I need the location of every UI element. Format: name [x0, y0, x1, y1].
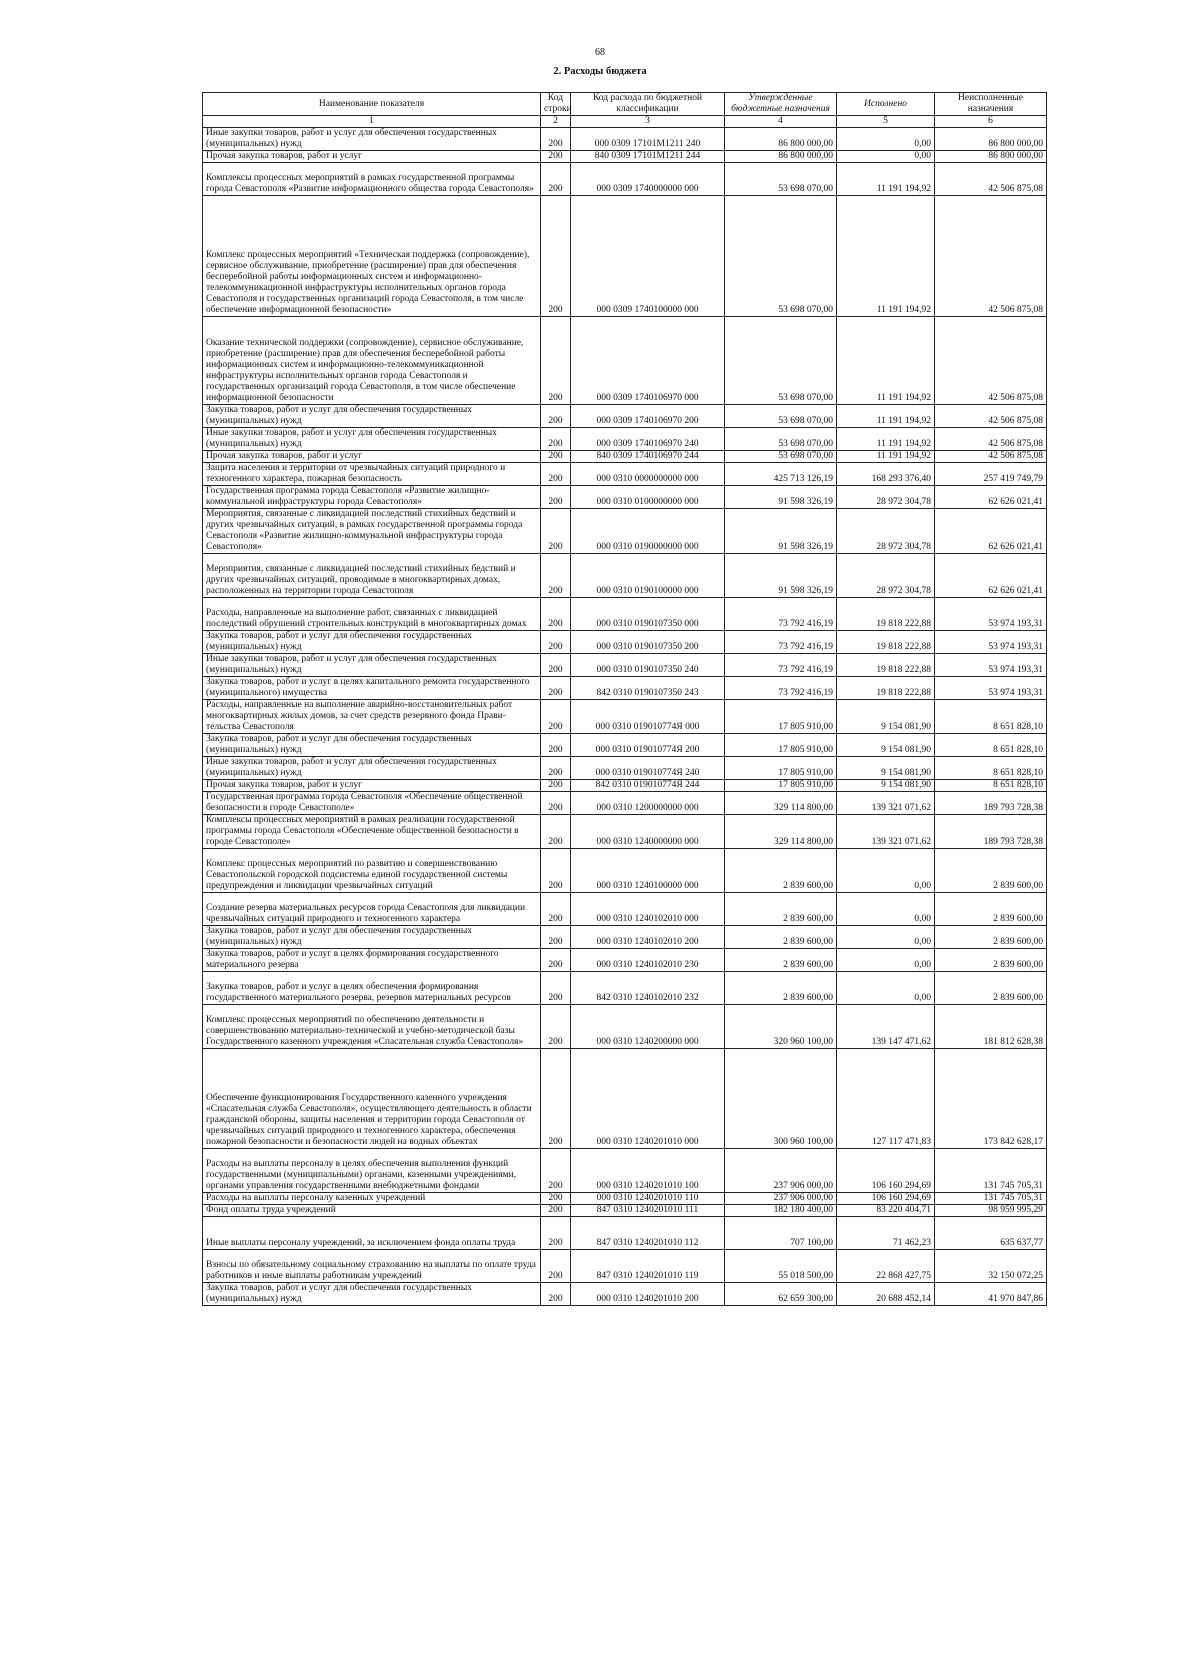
table-row [203, 631, 1047, 654]
row-classification-code: 840 0309 1740106970 244 [571, 451, 725, 463]
row-approved: 300 960 100,00 [725, 1049, 837, 1149]
row-name: Иные закупки товаров, работ и услуг для обеспечения государственных (муниципальных) нужд [203, 757, 541, 780]
row-classification-code: 842 0310 1240102010 232 [571, 972, 725, 1005]
row-name: Иные выплаты персоналу учреждений, за исключением фонда оплаты труда [203, 1217, 541, 1250]
column-header-executed: Исполнено [837, 93, 935, 116]
row-executed: 11 191 194,92 [837, 451, 935, 463]
row-unexecuted: 8 651 828,10 [935, 700, 1047, 734]
row-line-code: 200 [541, 780, 571, 792]
row-unexecuted: 2 839 600,00 [935, 926, 1047, 949]
row-line-code: 200 [541, 196, 571, 317]
row-classification-code: 000 0310 1240201010 110 [571, 1193, 725, 1205]
row-unexecuted: 86 800 000,00 [935, 128, 1047, 151]
row-classification-code: 840 0309 17101M1211 244 [571, 151, 725, 163]
row-name: Комплекс процессных мероприятий по обеспечению деятельности и совершенствованию материально-технической и учебно-методической базы Государственного казенного учреждения «Спасательная служба Севастополя» [203, 1005, 541, 1049]
table-row [203, 509, 1047, 554]
row-executed: 19 818 222,88 [837, 598, 935, 631]
row-line-code: 200 [541, 893, 571, 926]
row-unexecuted: 41 970 847,86 [935, 1283, 1047, 1306]
row-executed: 0,00 [837, 926, 935, 949]
row-name: Обеспечение функционирования Государственного казенного учреждения «Спасательная служба Севастополя», осуществляющего деятельность в области гражданской обороны, защиты населения и территории города Севастополя от чрезвычайных ситуаций природного и техногенного характера, обеспечения пожарной безопасности и безопасности людей на водных объектах [203, 1049, 541, 1149]
table-row [203, 734, 1047, 757]
table-row [203, 780, 1047, 792]
table-row [203, 677, 1047, 700]
table-row [203, 1149, 1047, 1193]
column-number: 2 [541, 116, 571, 128]
row-name: Иные закупки товаров, работ и услуг для обеспечения государственных (муниципальных) нужд [203, 654, 541, 677]
row-name: Закупка товаров, работ и услуг в целях капитального ремонта государственного (муниципального) имущества [203, 677, 541, 700]
table-header-row [203, 93, 1047, 116]
row-unexecuted: 173 842 628,17 [935, 1049, 1047, 1149]
row-approved: 73 792 416,19 [725, 598, 837, 631]
row-line-code: 200 [541, 1250, 571, 1283]
row-name: Защита населения и территории от чрезвычайных ситуаций природного и техногенного характера, пожарная безопасность [203, 463, 541, 486]
row-approved: 2 839 600,00 [725, 972, 837, 1005]
row-executed: 0,00 [837, 972, 935, 1005]
row-classification-code: 000 0310 1200000000 000 [571, 792, 725, 815]
row-executed: 83 220 404,71 [837, 1205, 935, 1217]
row-line-code: 200 [541, 486, 571, 509]
row-line-code: 200 [541, 405, 571, 428]
row-approved: 53 698 070,00 [725, 196, 837, 317]
row-executed: 11 191 194,92 [837, 405, 935, 428]
row-executed: 11 191 194,92 [837, 196, 935, 317]
row-unexecuted: 189 793 728,38 [935, 792, 1047, 815]
row-unexecuted: 8 651 828,10 [935, 757, 1047, 780]
table-row [203, 949, 1047, 972]
table-row [203, 451, 1047, 463]
table-row [203, 849, 1047, 893]
page-title: 2. Расходы бюджета [553, 66, 647, 77]
row-line-code: 200 [541, 734, 571, 757]
row-approved: 55 018 500,00 [725, 1250, 837, 1283]
row-unexecuted: 62 626 021,41 [935, 554, 1047, 598]
row-line-code: 200 [541, 1283, 571, 1306]
row-name: Комплекс процессных мероприятий «Техническая поддержка (сопровождение), сервисное обслуживание, приобретение (расширение) прав для обеспечения бесперебойной работы информационных систем и информационно-телекоммуникационной инфраструктуры исполнительных органов города Севастополя и государственных организаций города Севастополя, в том числе обеспечение информационной безопасности» [203, 196, 541, 317]
row-unexecuted: 131 745 705,31 [935, 1149, 1047, 1193]
row-unexecuted: 2 839 600,00 [935, 849, 1047, 893]
table-row [203, 1049, 1047, 1149]
row-classification-code: 000 0310 1240201010 000 [571, 1049, 725, 1149]
row-approved: 91 598 326,19 [725, 486, 837, 509]
row-name: Оказание технической поддержки (сопровождение), сервисное обслуживание, приобретение (расширение) прав для обеспечения бесперебойной работы информационных систем и информационно-телекоммуникационной инфраструктуры исполнительных органов города Севастополя и государственных организаций города Севастополя, в том числе обеспечение информационной безопасности [203, 317, 541, 405]
row-name: Закупка товаров, работ и услуг для обеспечения государственных (муниципальных) нужд [203, 631, 541, 654]
row-name: Закупка товаров, работ и услуг для обеспечения государственных (муниципальных) нужд [203, 926, 541, 949]
row-classification-code: 000 0310 1240100000 000 [571, 849, 725, 893]
row-approved: 2 839 600,00 [725, 849, 837, 893]
row-executed: 28 972 304,78 [837, 486, 935, 509]
table-body [203, 128, 1047, 1306]
row-classification-code: 000 0309 1740000000 000 [571, 163, 725, 196]
row-classification-code: 847 0310 1240201010 111 [571, 1205, 725, 1217]
row-classification-code: 000 0309 1740106970 200 [571, 405, 725, 428]
row-approved: 17 805 910,00 [725, 734, 837, 757]
row-approved: 2 839 600,00 [725, 893, 837, 926]
row-executed: 0,00 [837, 949, 935, 972]
row-approved: 329 114 800,00 [725, 792, 837, 815]
column-number: 1 [203, 116, 541, 128]
row-executed: 20 688 452,14 [837, 1283, 935, 1306]
row-classification-code: 000 0310 019010774Я 240 [571, 757, 725, 780]
row-classification-code: 000 0310 0190000000 000 [571, 509, 725, 554]
row-classification-code: 000 0310 1240102010 200 [571, 926, 725, 949]
row-classification-code: 000 0310 019010774Я 000 [571, 700, 725, 734]
row-executed: 11 191 194,92 [837, 428, 935, 451]
row-unexecuted: 131 745 705,31 [935, 1193, 1047, 1205]
row-unexecuted: 181 812 628,38 [935, 1005, 1047, 1049]
table-row [203, 1193, 1047, 1205]
column-header-name: Наименование показателя [203, 93, 541, 116]
table-row [203, 654, 1047, 677]
table-row [203, 428, 1047, 451]
row-name: Фонд оплаты труда учреждений [203, 1205, 541, 1217]
row-executed: 139 147 471,62 [837, 1005, 935, 1049]
row-approved: 182 180 400,00 [725, 1205, 837, 1217]
row-unexecuted: 42 506 875,08 [935, 196, 1047, 317]
table-row [203, 1217, 1047, 1250]
row-approved: 91 598 326,19 [725, 554, 837, 598]
table-row [203, 317, 1047, 405]
row-line-code: 200 [541, 1205, 571, 1217]
row-unexecuted: 98 959 995,29 [935, 1205, 1047, 1217]
row-line-code: 200 [541, 128, 571, 151]
table-row [203, 757, 1047, 780]
row-line-code: 200 [541, 700, 571, 734]
row-classification-code: 000 0310 0000000000 000 [571, 463, 725, 486]
row-classification-code: 000 0310 1240000000 000 [571, 815, 725, 849]
row-executed: 28 972 304,78 [837, 509, 935, 554]
row-name: Закупка товаров, работ и услуг для обеспечения государственных (муниципальных) нужд [203, 405, 541, 428]
row-classification-code: 000 0310 1240201010 200 [571, 1283, 725, 1306]
row-line-code: 200 [541, 631, 571, 654]
table-row [203, 486, 1047, 509]
row-name: Закупка товаров, работ и услуг для обеспечения государственных (муниципальных) нужд [203, 1283, 541, 1306]
table-row [203, 972, 1047, 1005]
column-header-unexecuted: Неисполненные назначения [935, 93, 1047, 116]
row-line-code: 200 [541, 428, 571, 451]
row-unexecuted: 42 506 875,08 [935, 428, 1047, 451]
row-executed: 11 191 194,92 [837, 163, 935, 196]
row-line-code: 200 [541, 757, 571, 780]
row-classification-code: 000 0309 1740106970 000 [571, 317, 725, 405]
row-unexecuted: 8 651 828,10 [935, 734, 1047, 757]
row-approved: 237 906 000,00 [725, 1149, 837, 1193]
row-unexecuted: 53 974 193,31 [935, 631, 1047, 654]
row-executed: 9 154 081,90 [837, 780, 935, 792]
row-unexecuted: 62 626 021,41 [935, 509, 1047, 554]
row-line-code: 200 [541, 451, 571, 463]
row-name: Комплекс процессных мероприятий по развитию и совершенствованию Севастопольской городской подсистемы единой государственной системы предупреждения и ликвидации чрезвычайных ситуаций [203, 849, 541, 893]
row-name: Прочая закупка товаров, работ и услуг [203, 780, 541, 792]
row-executed: 0,00 [837, 893, 935, 926]
row-executed: 19 818 222,88 [837, 631, 935, 654]
column-number: 4 [725, 116, 837, 128]
table-row [203, 700, 1047, 734]
row-name: Мероприятия, связанные с ликвидацией последствий стихийных бедствий и других чрезвычайных ситуаций, проводимые в многоквартирных домах, расположенных на территории города Севастополя [203, 554, 541, 598]
row-name: Прочая закупка товаров, работ и услуг [203, 151, 541, 163]
row-approved: 17 805 910,00 [725, 780, 837, 792]
row-approved: 53 698 070,00 [725, 428, 837, 451]
row-approved: 237 906 000,00 [725, 1193, 837, 1205]
row-line-code: 200 [541, 554, 571, 598]
row-line-code: 200 [541, 317, 571, 405]
expenses-table [202, 92, 1047, 1306]
table-row [203, 163, 1047, 196]
row-classification-code: 000 0310 0190107350 000 [571, 598, 725, 631]
column-number: 5 [837, 116, 935, 128]
row-approved: 707 100,00 [725, 1217, 837, 1250]
row-line-code: 200 [541, 1049, 571, 1149]
row-classification-code: 842 0310 019010774Я 244 [571, 780, 725, 792]
row-executed: 106 160 294,69 [837, 1149, 935, 1193]
row-executed: 127 117 471,83 [837, 1049, 935, 1149]
row-executed: 139 321 071,62 [837, 815, 935, 849]
row-line-code: 200 [541, 677, 571, 700]
row-line-code: 200 [541, 151, 571, 163]
row-line-code: 200 [541, 849, 571, 893]
row-name: Расходы, направленные на выполнение аварийно-восстановительных работ многоквартирных жилых домов, за счет средств резервного фонда Прави-тельства Севастополя [203, 700, 541, 734]
row-unexecuted: 62 626 021,41 [935, 486, 1047, 509]
row-name: Закупка товаров, работ и услуг в целях обеспечения формирования государственного материального резерва, резервов материальных ресурсов [203, 972, 541, 1005]
row-approved: 2 839 600,00 [725, 926, 837, 949]
row-approved: 73 792 416,19 [725, 631, 837, 654]
row-approved: 86 800 000,00 [725, 128, 837, 151]
row-classification-code: 847 0310 1240201010 112 [571, 1217, 725, 1250]
row-name: Взносы по обязательному социальному страхованию на выплаты по оплате труда работников и иные выплаты работникам учреждений [203, 1250, 541, 1283]
row-approved: 320 960 100,00 [725, 1005, 837, 1049]
row-name: Расходы, направленные на выполнение работ, связанных с ликвидацией последствий обрушений строительных конструкций в многоквартирных домах [203, 598, 541, 631]
row-approved: 53 698 070,00 [725, 405, 837, 428]
column-number: 3 [571, 116, 725, 128]
row-approved: 17 805 910,00 [725, 700, 837, 734]
table-row [203, 598, 1047, 631]
row-name: Прочая закупка товаров, работ и услуг [203, 451, 541, 463]
row-approved: 53 698 070,00 [725, 163, 837, 196]
table-row [203, 405, 1047, 428]
row-approved: 53 698 070,00 [725, 317, 837, 405]
row-line-code: 200 [541, 1005, 571, 1049]
row-name: Создание резерва материальных ресурсов города Севастополя для ликвидации чрезвычайных ситуаций природного и техногенного характера [203, 893, 541, 926]
row-name: Мероприятия, связанные с ликвидацией последствий стихийных бедствий и других чрезвычайных ситуаций, в рамках государственной программы города Севастополя «Развитие жилищно-коммунальной инфраструктуры города Севастополя» [203, 509, 541, 554]
row-line-code: 200 [541, 926, 571, 949]
column-header-classification-code: Код расхода по бюджетной классификации [571, 93, 725, 116]
row-executed: 139 321 071,62 [837, 792, 935, 815]
row-name: Комплексы процессных мероприятий в рамках реализации государственной программы города Севастополя «Обеспечение общественной безопасности в городе Севастополе» [203, 815, 541, 849]
row-name: Закупка товаров, работ и услуг в целях формирования государственного материального резерва [203, 949, 541, 972]
row-classification-code: 000 0310 019010774Я 200 [571, 734, 725, 757]
row-unexecuted: 42 506 875,08 [935, 163, 1047, 196]
row-approved: 53 698 070,00 [725, 451, 837, 463]
row-approved: 91 598 326,19 [725, 509, 837, 554]
row-unexecuted: 53 974 193,31 [935, 598, 1047, 631]
row-line-code: 200 [541, 1149, 571, 1193]
row-line-code: 200 [541, 598, 571, 631]
row-classification-code: 000 0310 1240102010 230 [571, 949, 725, 972]
row-line-code: 200 [541, 654, 571, 677]
row-classification-code: 000 0310 0100000000 000 [571, 486, 725, 509]
row-unexecuted: 189 793 728,38 [935, 815, 1047, 849]
row-approved: 2 839 600,00 [725, 949, 837, 972]
row-unexecuted: 32 150 072,25 [935, 1250, 1047, 1283]
row-name: Государственная программа города Севастополя «Обеспечение общественной безопасности в городе Севастополе» [203, 792, 541, 815]
row-executed: 11 191 194,92 [837, 317, 935, 405]
row-approved: 329 114 800,00 [725, 815, 837, 849]
row-unexecuted: 2 839 600,00 [935, 972, 1047, 1005]
row-approved: 86 800 000,00 [725, 151, 837, 163]
row-unexecuted: 2 839 600,00 [935, 893, 1047, 926]
row-classification-code: 842 0310 0190107350 243 [571, 677, 725, 700]
column-number: 6 [935, 116, 1047, 128]
row-name: Иные закупки товаров, работ и услуг для обеспечения государственных (муниципальных) нужд [203, 128, 541, 151]
row-approved: 73 792 416,19 [725, 654, 837, 677]
row-approved: 73 792 416,19 [725, 677, 837, 700]
row-line-code: 200 [541, 463, 571, 486]
row-unexecuted: 53 974 193,31 [935, 677, 1047, 700]
row-executed: 0,00 [837, 128, 935, 151]
table-row [203, 151, 1047, 163]
row-executed: 9 154 081,90 [837, 757, 935, 780]
table-row [203, 1283, 1047, 1306]
row-executed: 71 462,23 [837, 1217, 935, 1250]
row-executed: 106 160 294,69 [837, 1193, 935, 1205]
row-approved: 17 805 910,00 [725, 757, 837, 780]
row-executed: 0,00 [837, 849, 935, 893]
table-row [203, 128, 1047, 151]
row-executed: 19 818 222,88 [837, 654, 935, 677]
table-row [203, 554, 1047, 598]
row-unexecuted: 8 651 828,10 [935, 780, 1047, 792]
row-executed: 9 154 081,90 [837, 734, 935, 757]
row-line-code: 200 [541, 972, 571, 1005]
row-unexecuted: 42 506 875,08 [935, 317, 1047, 405]
row-executed: 168 293 376,40 [837, 463, 935, 486]
column-number-row [203, 116, 1047, 128]
row-unexecuted: 2 839 600,00 [935, 949, 1047, 972]
table-row [203, 926, 1047, 949]
row-line-code: 200 [541, 792, 571, 815]
row-classification-code: 000 0310 0190107350 200 [571, 631, 725, 654]
row-executed: 22 868 427,75 [837, 1250, 935, 1283]
table-row [203, 792, 1047, 815]
row-line-code: 200 [541, 815, 571, 849]
row-line-code: 200 [541, 1217, 571, 1250]
row-classification-code: 000 0310 1240200000 000 [571, 1005, 725, 1049]
row-unexecuted: 257 419 749,79 [935, 463, 1047, 486]
row-classification-code: 000 0310 0190107350 240 [571, 654, 725, 677]
row-executed: 19 818 222,88 [837, 677, 935, 700]
row-unexecuted: 53 974 193,31 [935, 654, 1047, 677]
table-row [203, 1250, 1047, 1283]
row-classification-code: 000 0309 17101M1211 240 [571, 128, 725, 151]
row-classification-code: 847 0310 1240201010 119 [571, 1250, 725, 1283]
row-classification-code: 000 0309 1740100000 000 [571, 196, 725, 317]
table-row [203, 893, 1047, 926]
column-header-approved: Утвержденные бюджетные назначения [725, 93, 837, 116]
row-line-code: 200 [541, 163, 571, 196]
row-name: Расходы на выплаты персоналу казенных учреждений [203, 1193, 541, 1205]
row-line-code: 200 [541, 1193, 571, 1205]
row-name: Комплексы процессных мероприятий в рамках государственной программы города Севастополя «Развитие информационного общества города Севастополя» [203, 163, 541, 196]
row-classification-code: 000 0309 1740106970 240 [571, 428, 725, 451]
table-row [203, 1005, 1047, 1049]
row-executed: 28 972 304,78 [837, 554, 935, 598]
row-name: Государственная программа города Севастополя «Развитие жилищно-коммунальной инфраструктуры города Севастополя» [203, 486, 541, 509]
table-row [203, 196, 1047, 317]
page-number: 68 [595, 47, 605, 58]
row-unexecuted: 86 800 000,00 [935, 151, 1047, 163]
table-row [203, 815, 1047, 849]
row-name: Расходы на выплаты персоналу в целях обеспечения выполнения функций государственными (муниципальными) органами, казенными учреждениями, органами управления государственными внебюджетными фондами [203, 1149, 541, 1193]
row-classification-code: 000 0310 0190100000 000 [571, 554, 725, 598]
row-line-code: 200 [541, 949, 571, 972]
column-header-line-code: Код строки [541, 93, 571, 116]
row-approved: 62 659 300,00 [725, 1283, 837, 1306]
row-unexecuted: 635 637,77 [935, 1217, 1047, 1250]
row-name: Иные закупки товаров, работ и услуг для обеспечения государственных (муниципальных) нужд [203, 428, 541, 451]
row-approved: 425 713 126,19 [725, 463, 837, 486]
row-unexecuted: 42 506 875,08 [935, 451, 1047, 463]
row-executed: 0,00 [837, 151, 935, 163]
row-classification-code: 000 0310 1240102010 000 [571, 893, 725, 926]
row-line-code: 200 [541, 509, 571, 554]
table-row [203, 463, 1047, 486]
row-classification-code: 000 0310 1240201010 100 [571, 1149, 725, 1193]
row-unexecuted: 42 506 875,08 [935, 405, 1047, 428]
row-executed: 9 154 081,90 [837, 700, 935, 734]
row-name: Закупка товаров, работ и услуг для обеспечения государственных (муниципальных) нужд [203, 734, 541, 757]
table-row [203, 1205, 1047, 1217]
